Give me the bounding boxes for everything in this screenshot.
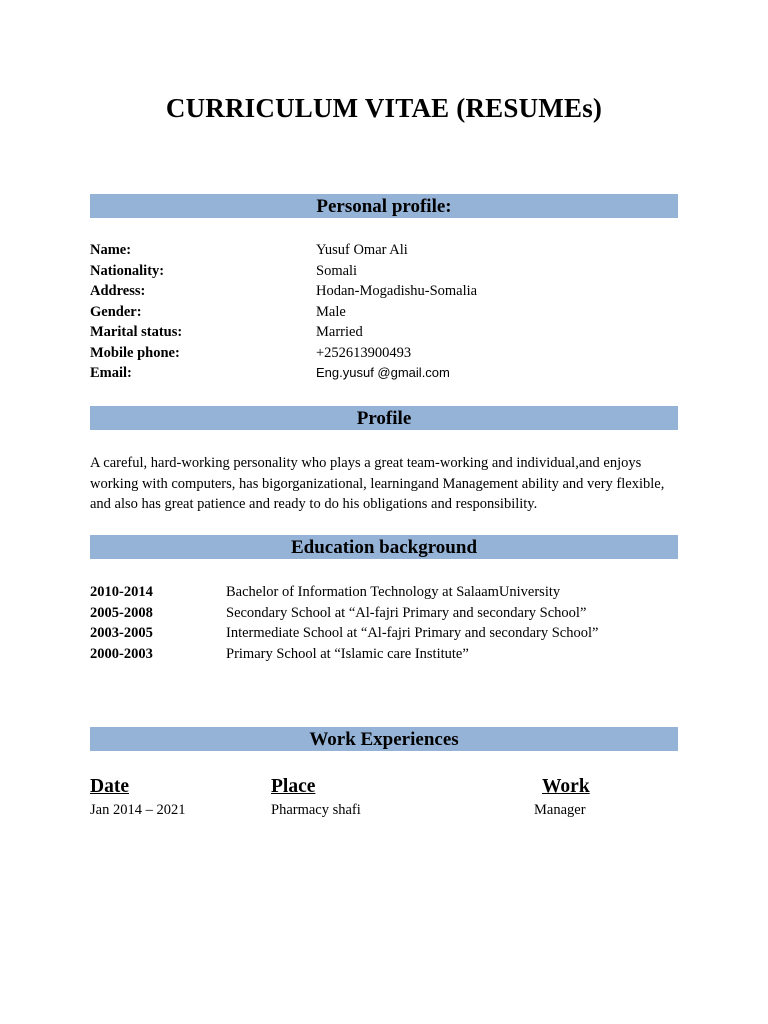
profile-heading: Profile xyxy=(90,406,678,430)
field-label: Email: xyxy=(90,365,132,381)
education-detail: Secondary School at “Al-fajri Primary and secondary School” xyxy=(226,604,587,621)
work-entry-place: Pharmacy shafi xyxy=(271,802,361,818)
work-column-date: Date xyxy=(90,776,129,797)
field-label: Mobile phone: xyxy=(90,344,180,361)
field-label: Address: xyxy=(90,283,146,299)
profile-paragraph: A careful, hard-working personality who plays a great team-working and individual,and enjoys working with computers, has bigorganizational, learningand Management ability and very flexible, and also has great patience and ready to do his obligations and responsibility. xyxy=(90,455,665,512)
field-value: +252613900493 xyxy=(316,344,412,361)
education-years: 2000-2003 xyxy=(90,645,153,662)
email-value: Eng.yusuf @gmail.com xyxy=(316,365,450,380)
education-detail: Intermediate School at “Al-fajri Primary and secondary School” xyxy=(226,625,599,641)
work-entry-role: Manager xyxy=(534,802,586,818)
work-entry-date: Jan 2014 – 2021 xyxy=(90,802,186,818)
field-value: Somali xyxy=(316,262,358,279)
document-title: CURRICULUM VITAE (RESUMEs) xyxy=(165,93,603,123)
education-heading: Education background xyxy=(90,535,678,559)
education-years: 2003-2005 xyxy=(90,625,153,641)
field-label: Name: xyxy=(90,242,132,258)
field-label: Nationality: xyxy=(90,262,165,279)
education-years: 2010-2014 xyxy=(90,584,153,600)
personal-profile-heading: Personal profile: xyxy=(90,194,678,218)
field-label: Marital status: xyxy=(90,324,183,340)
work-column-work: Work xyxy=(542,776,590,797)
work-column-place: Place xyxy=(271,776,316,797)
field-value: Yusuf Omar Ali xyxy=(316,242,408,258)
field-label: Gender: xyxy=(90,303,142,320)
field-value: Male xyxy=(316,303,346,320)
work-heading: Work Experiences xyxy=(90,727,678,751)
education-years: 2005-2008 xyxy=(90,604,153,621)
education-detail: Primary School at “Islamic care Institute” xyxy=(226,645,469,662)
field-value: Married xyxy=(316,324,363,340)
education-detail: Bachelor of Information Technology at SalaamUniversity xyxy=(226,584,561,600)
field-value: Hodan-Mogadishu-Somalia xyxy=(316,283,478,299)
